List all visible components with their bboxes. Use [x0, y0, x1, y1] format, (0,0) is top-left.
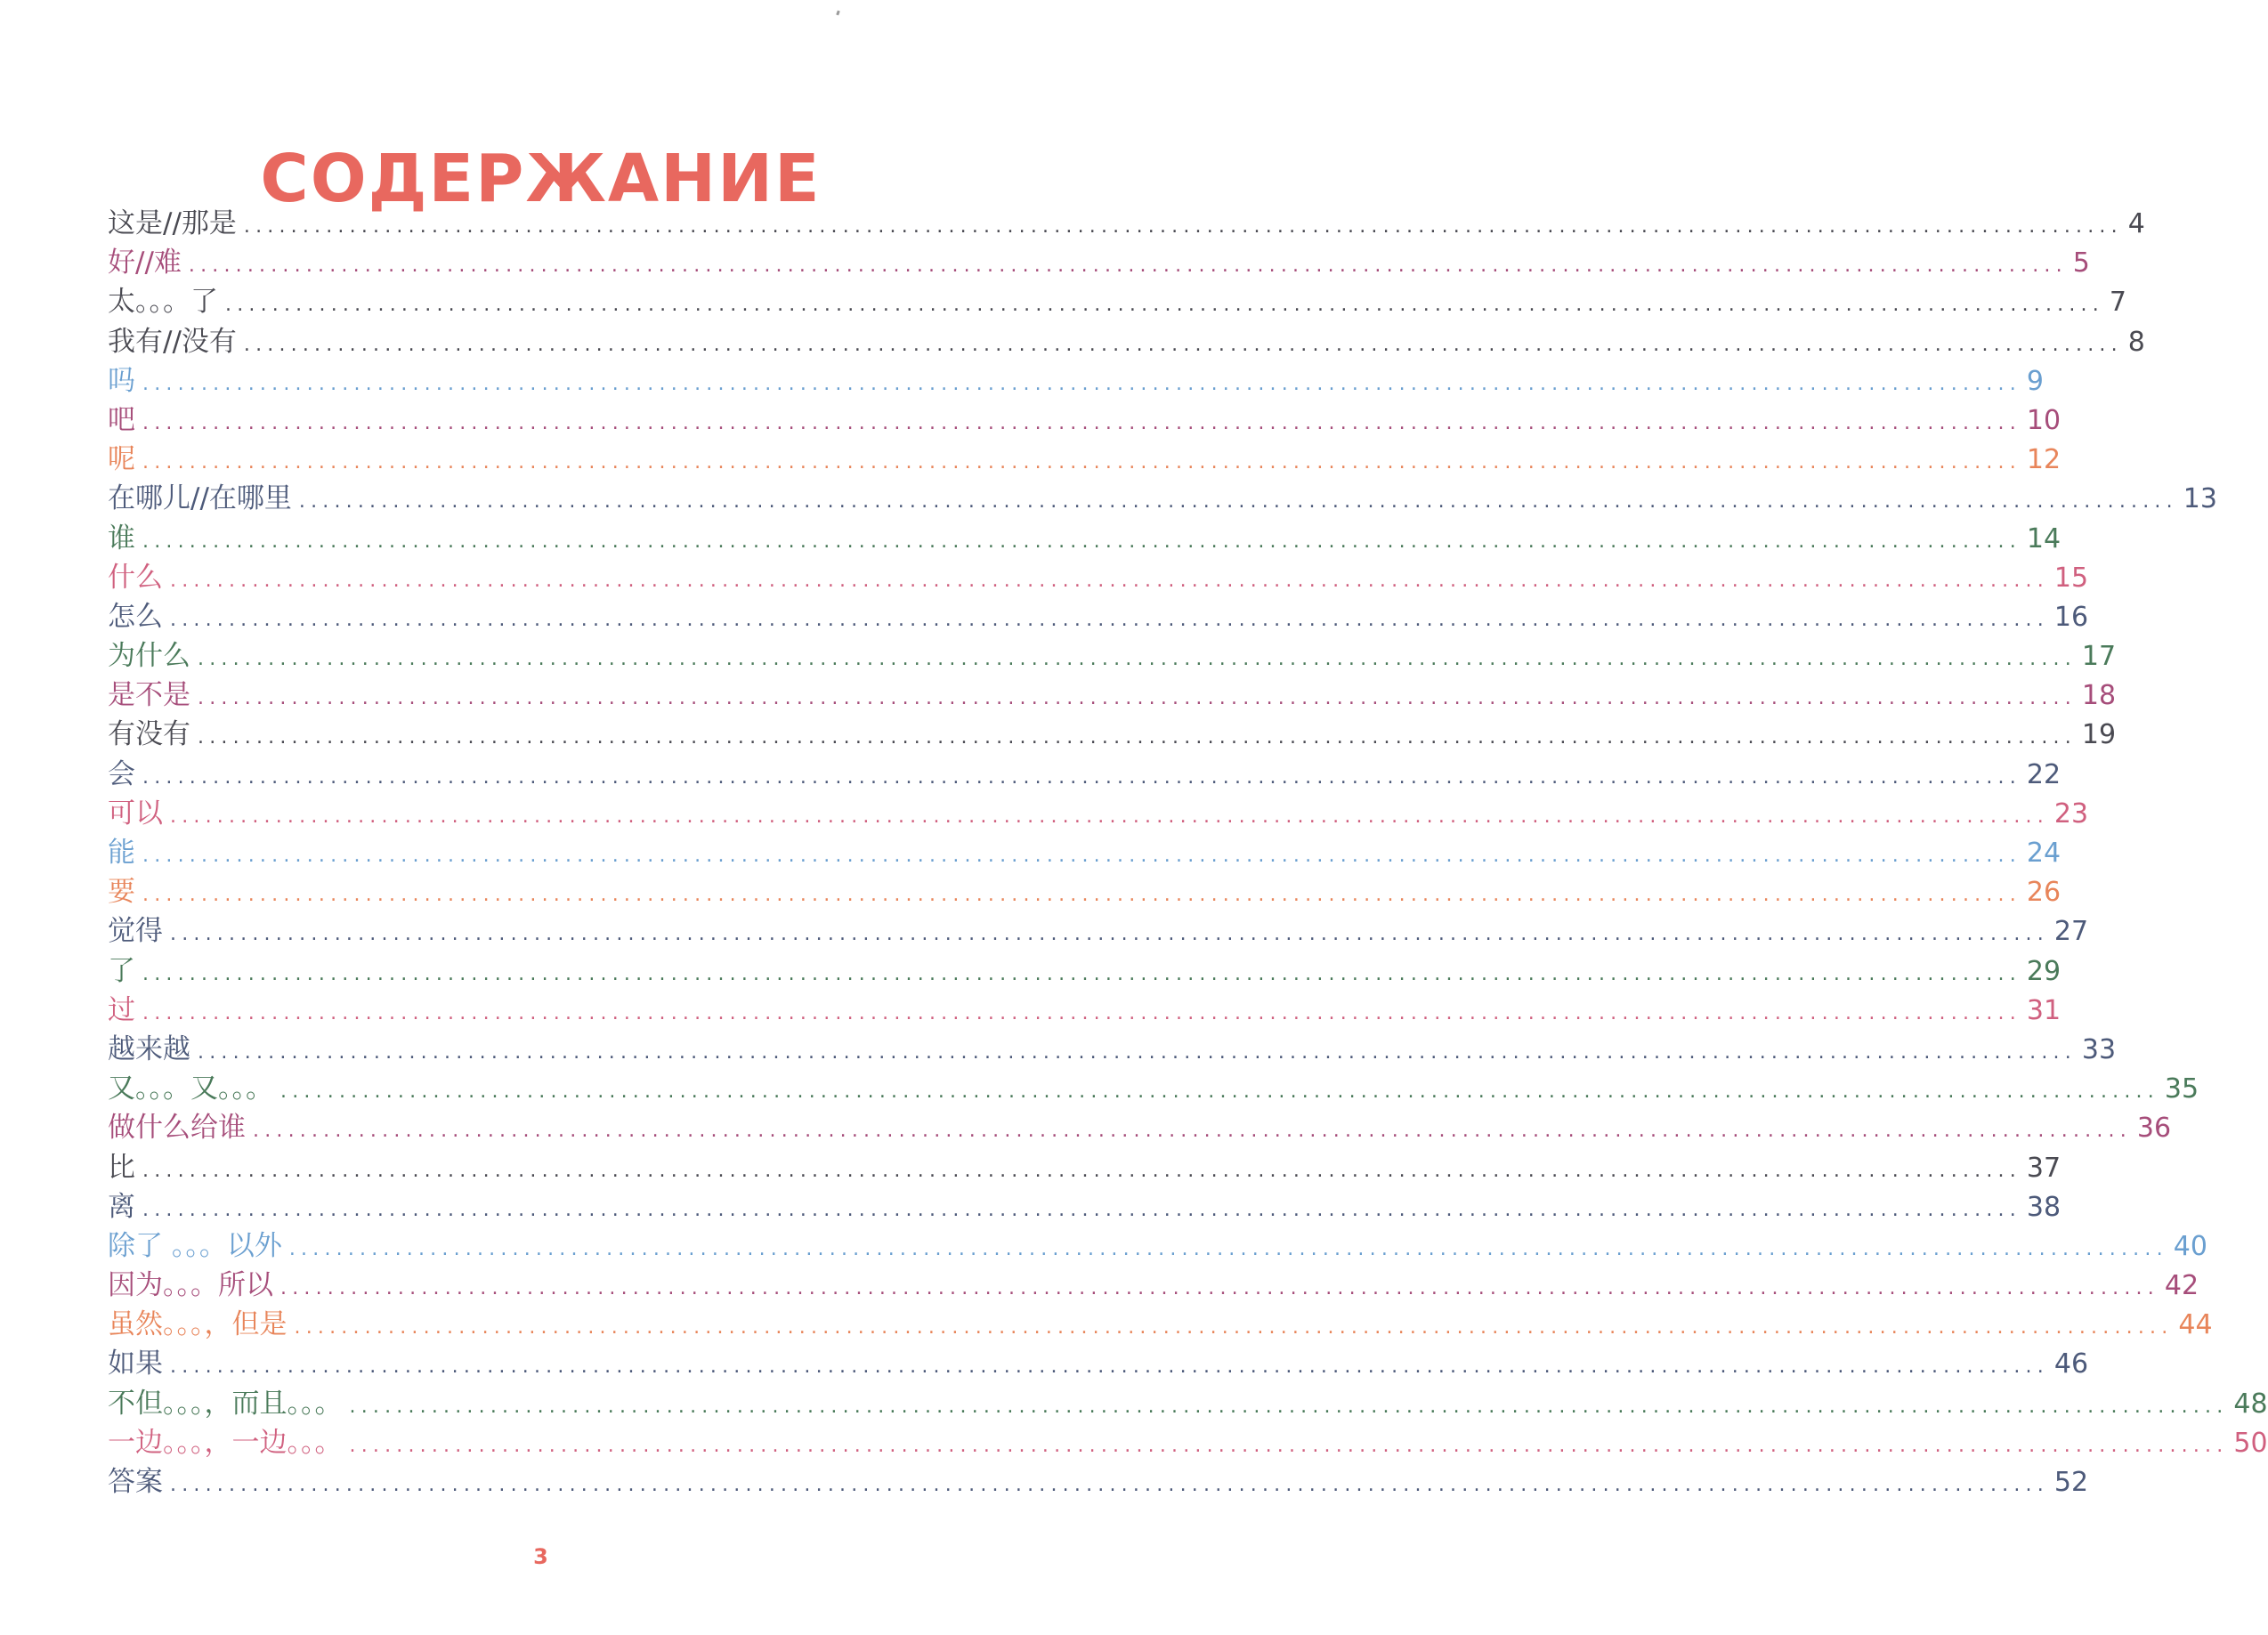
toc-dot-leader: ................................................................................................................................................................ — [280, 1081, 2159, 1104]
toc-entry-label: 太。。。了 — [108, 286, 218, 319]
print-speck — [836, 11, 840, 16]
toc-entry-label: 了 — [108, 954, 135, 987]
toc-entry-page-number: 42 — [2164, 1270, 2199, 1302]
toc-entry-page-number: 23 — [2053, 797, 2089, 830]
toc-entry — [108, 676, 2117, 715]
toc-entry-page-number: 4 — [2127, 208, 2145, 239]
toc-entry — [108, 1266, 2199, 1305]
toc-entry-label: 呢 — [108, 443, 135, 476]
toc-entry — [108, 1069, 2199, 1108]
toc-entry — [108, 794, 2089, 833]
toc-entry-label: 又。。。又。。。 — [108, 1072, 273, 1105]
toc-entry-label: 谁 — [108, 522, 135, 554]
toc-dot-leader: ................................................................................................................................................................ — [142, 1001, 2021, 1024]
toc-dot-leader: ................................................................................................................................................................ — [142, 1198, 2021, 1221]
toc-entry-page-number: 5 — [2072, 247, 2090, 279]
toc-entry-label: 什么 — [108, 561, 163, 594]
toc-entry-page-number: 14 — [2026, 522, 2061, 554]
toc-entry-label: 比 — [108, 1151, 135, 1184]
toc-dot-leader: ................................................................................................................................................................ — [349, 1395, 2229, 1418]
toc-entry-page-number: 24 — [2026, 838, 2061, 869]
toc-entry-label: 离 — [108, 1190, 135, 1223]
toc-entry-label: 因为。。。所以 — [108, 1269, 273, 1302]
toc-entry-label: 这是//那是 — [108, 207, 237, 239]
toc-entry — [108, 361, 2044, 401]
toc-entry — [108, 243, 2090, 282]
toc-dot-leader: ................................................................................................................................................................ — [170, 805, 2049, 828]
toc-dot-leader: ................................................................................................................................................................ — [294, 1316, 2174, 1340]
toc-entry — [108, 204, 2145, 243]
toc-entry-page-number: 36 — [2136, 1113, 2172, 1145]
toc-entry — [108, 833, 2061, 872]
toc-entry — [108, 440, 2061, 479]
toc-entry — [108, 872, 2061, 911]
toc-entry-label: 吧 — [108, 403, 135, 436]
toc-entry — [108, 322, 2145, 361]
toc-dot-leader: ................................................................................................................................................................ — [243, 333, 2123, 356]
toc-entry-label: 为什么 — [108, 640, 190, 673]
toc-entry — [108, 951, 2061, 991]
toc-entry-page-number: 37 — [2026, 1152, 2061, 1184]
toc-entry — [108, 1305, 2213, 1344]
toc-dot-leader: ................................................................................................................................................................ — [142, 765, 2021, 789]
toc-entry — [108, 1462, 2089, 1501]
toc-entry-page-number: 13 — [2183, 483, 2217, 515]
toc-entry-page-number: 10 — [2026, 404, 2061, 436]
toc-entry-label: 答案 — [108, 1466, 163, 1498]
toc-entry — [108, 479, 2217, 518]
toc-entry-page-number: 27 — [2053, 916, 2089, 948]
toc-entry-page-number: 16 — [2053, 601, 2089, 633]
toc-dot-leader: ................................................................................................................................................................ — [142, 451, 2021, 474]
toc-entry-label: 要 — [108, 876, 135, 909]
toc-entry-label: 如果 — [108, 1348, 163, 1380]
toc-entry-page-number: 40 — [2173, 1230, 2207, 1262]
toc-dot-leader: ................................................................................................................................................................ — [170, 1356, 2049, 1379]
toc-entry-page-number: 8 — [2127, 326, 2145, 358]
toc-entry — [108, 1148, 2061, 1187]
toc-dot-leader: ................................................................................................................................................................ — [170, 1474, 2049, 1496]
toc-entry-page-number: 31 — [2026, 994, 2061, 1026]
toc-dot-leader: ................................................................................................................................................................ — [170, 923, 2049, 946]
toc-entry — [108, 1226, 2207, 1266]
toc-entry — [108, 282, 2126, 321]
toc-entry — [108, 401, 2061, 440]
toc-entry-page-number: 44 — [2178, 1309, 2213, 1341]
toc-entry-label: 虽然。。。，但是 — [108, 1308, 288, 1341]
toc-entry-label: 是不是 — [108, 679, 190, 712]
toc-entry — [108, 755, 2061, 794]
toc-entry-page-number: 12 — [2026, 444, 2061, 476]
toc-dot-leader: ................................................................................................................................................................ — [142, 1159, 2021, 1182]
toc-entry — [108, 1423, 2268, 1462]
toc-dot-leader: ................................................................................................................................................................ — [142, 884, 2021, 907]
toc-entry-page-number: 33 — [2081, 1033, 2117, 1065]
toc-entry — [108, 1108, 2172, 1147]
toc-entry — [108, 597, 2089, 636]
toc-entry-page-number: 50 — [2233, 1427, 2268, 1459]
toc-entry — [108, 519, 2061, 558]
toc-dot-leader: ................................................................................................................................................................ — [142, 411, 2021, 434]
toc-entry-label: 吗 — [108, 364, 135, 397]
toc-entry-page-number: 35 — [2164, 1073, 2199, 1105]
toc-entry-label: 有没有 — [108, 718, 190, 751]
toc-entry-page-number: 26 — [2026, 877, 2061, 909]
toc-entry-label: 会 — [108, 757, 135, 790]
toc-entry-page-number: 38 — [2026, 1191, 2061, 1223]
toc-entry-label: 怎么 — [108, 600, 163, 633]
toc-dot-leader: ................................................................................................................................................................ — [298, 490, 2178, 514]
toc-entry-label: 在哪儿//在哪里 — [108, 482, 292, 515]
toc-entry — [108, 1384, 2268, 1423]
toc-dot-leader: ................................................................................................................................................................ — [288, 1237, 2168, 1260]
toc-entry-label: 我有//没有 — [108, 325, 237, 358]
toc-entry-page-number: 19 — [2081, 719, 2117, 751]
toc-entry — [108, 911, 2089, 951]
toc-entry-label: 做什么给谁 — [108, 1112, 246, 1145]
toc-entry-page-number: 46 — [2053, 1348, 2089, 1380]
table-of-contents — [108, 204, 2268, 1501]
toc-entry-page-number: 22 — [2026, 758, 2061, 790]
page-number: 3 — [533, 1544, 548, 1569]
toc-entry — [108, 991, 2061, 1030]
toc-entry-page-number: 48 — [2233, 1388, 2268, 1420]
toc-entry-label: 越来越 — [108, 1032, 190, 1065]
toc-entry-page-number: 15 — [2053, 562, 2089, 594]
page-title: СОДЕРЖАНИЕ — [260, 140, 822, 217]
toc-entry — [108, 1030, 2117, 1069]
toc-dot-leader: ................................................................................................................................................................ — [198, 726, 2077, 749]
toc-entry-page-number: 52 — [2053, 1467, 2089, 1498]
toc-dot-leader: ................................................................................................................................................................ — [142, 372, 2021, 395]
toc-dot-leader: ................................................................................................................................................................ — [243, 215, 2123, 238]
toc-entry — [108, 558, 2089, 597]
toc-entry-label: 不但。。。，而且。。。 — [108, 1387, 343, 1420]
toc-entry-label: 能 — [108, 837, 135, 869]
toc-entry-label: 一边。。。，一边。。。 — [108, 1426, 343, 1459]
toc-entry-page-number: 7 — [2109, 287, 2126, 319]
toc-dot-leader: ................................................................................................................................................................ — [188, 255, 2068, 278]
toc-dot-leader: ................................................................................................................................................................ — [170, 569, 2049, 592]
toc-dot-leader: ................................................................................................................................................................ — [253, 1120, 2132, 1143]
toc-entry-page-number: 9 — [2026, 365, 2044, 397]
toc-dot-leader: ................................................................................................................................................................ — [349, 1434, 2229, 1457]
toc-entry-page-number: 29 — [2026, 955, 2061, 987]
toc-entry-label: 觉得 — [108, 915, 163, 948]
toc-dot-leader: ................................................................................................................................................................ — [198, 648, 2077, 671]
toc-dot-leader: ................................................................................................................................................................ — [198, 687, 2077, 710]
toc-entry-label: 好//难 — [108, 247, 182, 279]
toc-entry-page-number: 17 — [2081, 641, 2117, 673]
toc-entry — [108, 1344, 2089, 1383]
toc-entry-page-number: 18 — [2081, 680, 2117, 712]
toc-entry — [108, 636, 2117, 676]
toc-entry — [108, 1187, 2061, 1226]
toc-dot-leader: ................................................................................................................................................................ — [225, 294, 2104, 317]
toc-dot-leader: ................................................................................................................................................................ — [142, 845, 2021, 867]
toc-entry — [108, 715, 2117, 754]
toc-dot-leader: ................................................................................................................................................................ — [170, 608, 2049, 631]
toc-dot-leader: ................................................................................................................................................................ — [142, 962, 2021, 985]
toc-dot-leader: ................................................................................................................................................................ — [280, 1277, 2159, 1300]
toc-dot-leader: ................................................................................................................................................................ — [142, 530, 2021, 553]
toc-entry-label: 可以 — [108, 797, 163, 830]
toc-entry-label: 过 — [108, 993, 135, 1026]
toc-entry-label: 除了 。。。以外 — [108, 1229, 282, 1262]
toc-dot-leader: ................................................................................................................................................................ — [198, 1040, 2077, 1064]
